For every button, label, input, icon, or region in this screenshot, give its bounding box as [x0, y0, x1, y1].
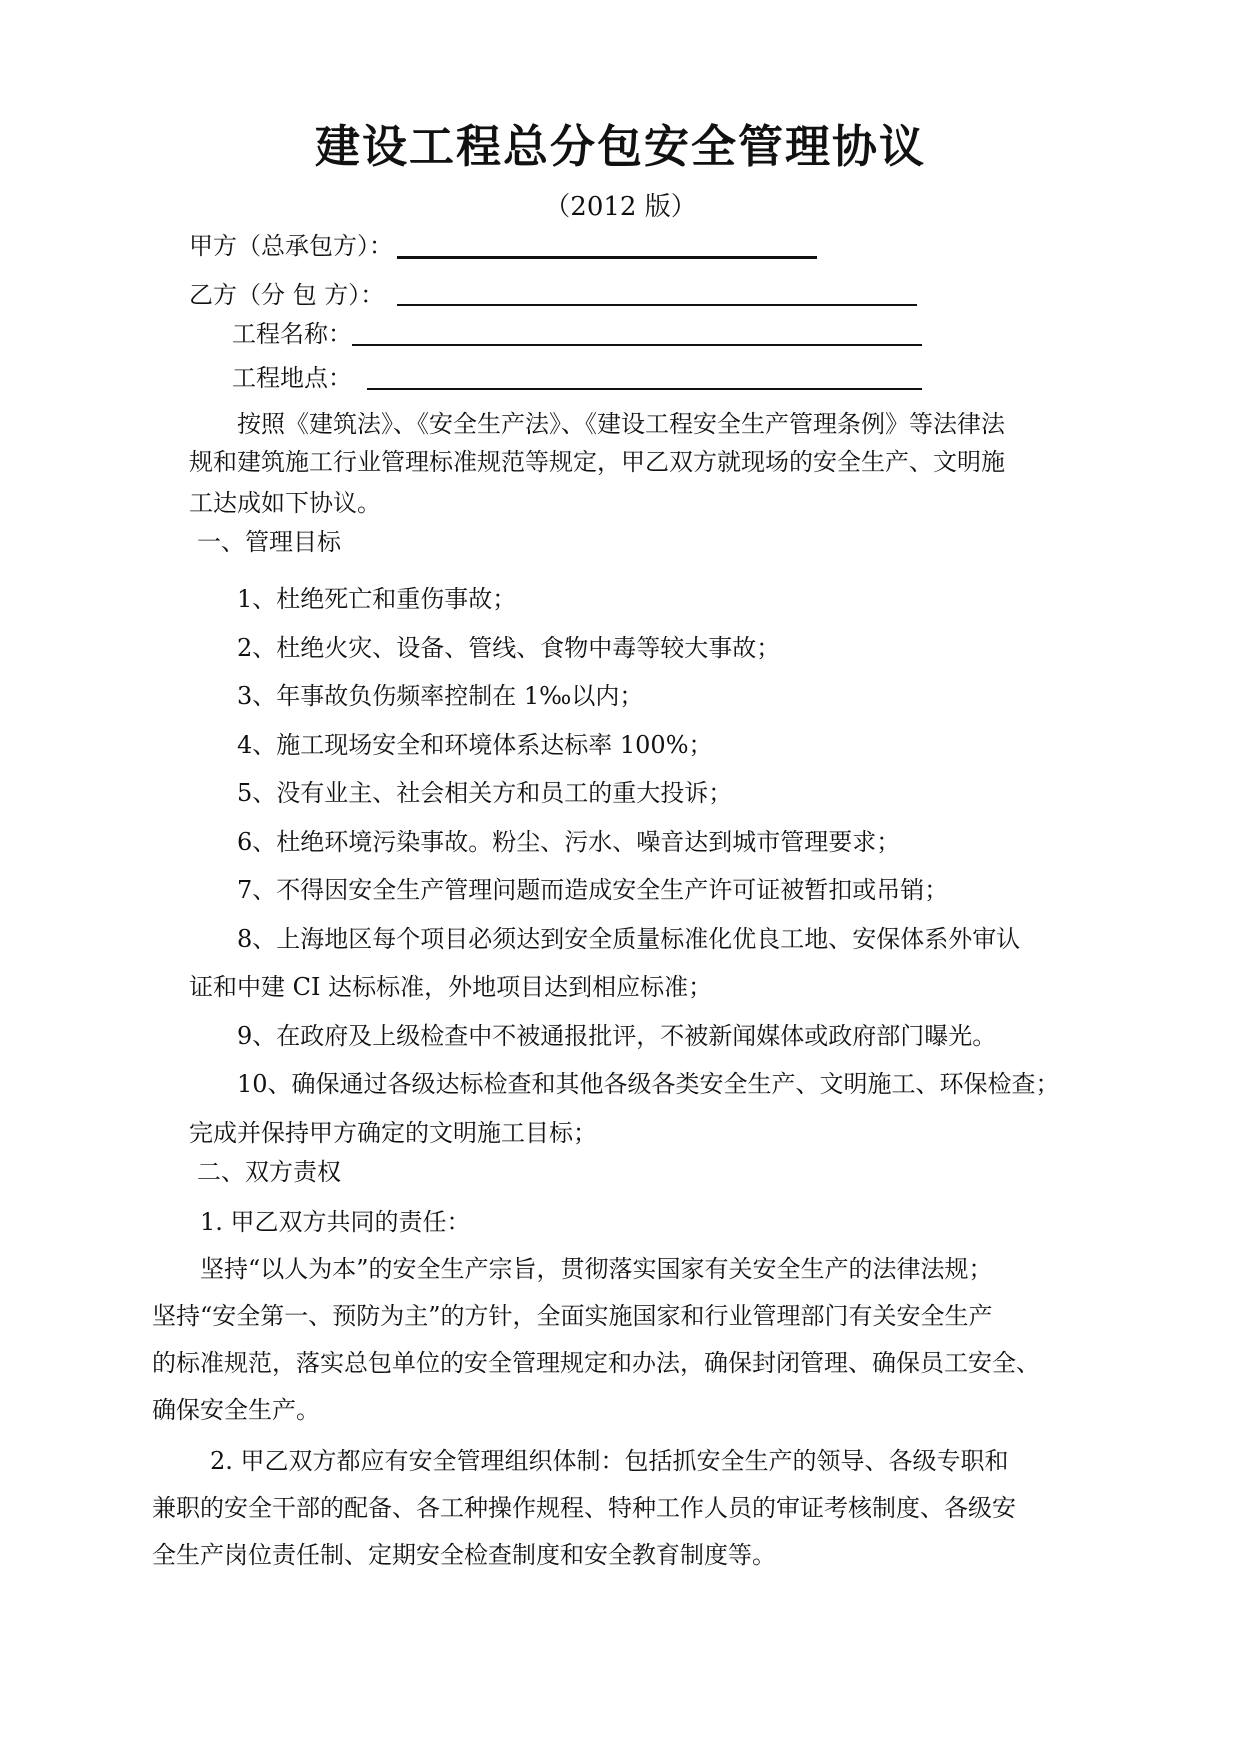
intro-line: 工达成如下协议。 — [189, 489, 381, 517]
intro-line: 规和建筑施工行业管理标准规范等规定，甲乙双方就现场的安全生产、文明施 — [189, 448, 1005, 476]
clause-line: 坚持“以人为本”的安全生产宗旨，贯彻落实国家有关安全生产的法律法规； — [200, 1255, 993, 1283]
document-title: 建设工程总分包安全管理协议 — [314, 120, 926, 173]
clause-line: 确保安全生产。 — [152, 1396, 320, 1424]
section-heading: 一、管理目标 — [197, 528, 341, 556]
goal-item-continuation: 完成并保持甲方确定的文明施工目标； — [189, 1119, 597, 1147]
clause-line: 的标准规范，落实总包单位的安全管理规定和办法，确保封闭管理、确保员工安全、 — [152, 1349, 1040, 1377]
goal-item: 3、年事故负伤频率控制在 1‰以内； — [237, 682, 644, 710]
party-a-blank[interactable] — [397, 256, 817, 259]
clause-line: 坚持“安全第一、预防为主”的方针，全面实施国家和行业管理部门有关安全生产 — [152, 1302, 993, 1330]
project-name-label: 工程名称： — [232, 320, 352, 348]
document-version: （2012 版） — [544, 192, 697, 222]
goal-item: 4、施工现场安全和环境体系达标率 100%； — [237, 731, 713, 759]
goal-item: 9、在政府及上级检查中不被通报批评，不被新闻媒体或政府部门曝光。 — [237, 1022, 997, 1050]
goal-item: 10、确保通过各级达标检查和其他各级各类安全生产、文明施工、环保检查； — [237, 1070, 1060, 1098]
goal-item: 2、杜绝火灾、设备、管线、食物中毒等较大事故； — [237, 634, 781, 662]
clause-line: 2. 甲乙双方都应有安全管理组织体制：包括抓安全生产的领导、各级专职和 — [210, 1447, 1009, 1475]
goal-item: 7、不得因安全生产管理问题而造成安全生产许可证被暂扣或吊销； — [237, 876, 949, 904]
party-a-label: 甲方（总承包方）： — [189, 232, 393, 260]
goal-item: 5、没有业主、社会相关方和员工的重大投诉； — [237, 779, 733, 807]
clause-line: 全生产岗位责任制、定期安全检查制度和安全教育制度等。 — [152, 1541, 776, 1569]
project-name-blank[interactable] — [352, 344, 922, 346]
section-heading: 二、双方责权 — [197, 1158, 341, 1186]
clause-heading: 1. 甲乙双方共同的责任： — [200, 1208, 471, 1236]
project-location-blank[interactable] — [367, 388, 922, 390]
party-b-label: 乙方（分 包 方）： — [189, 281, 385, 309]
goal-item: 6、杜绝环境污染事故。粉尘、污水、噪音达到城市管理要求； — [237, 828, 901, 856]
goal-item: 8、上海地区每个项目必须达到安全质量标准化优良工地、安保体系外审认 — [237, 925, 1021, 953]
goal-item-continuation: 证和中建 CI 达标标准，外地项目达到相应标准； — [189, 973, 713, 1001]
intro-line: 按照《建筑法》、《安全生产法》、《建设工程安全生产管理条例》等法律法 — [237, 410, 1005, 438]
party-b-blank[interactable] — [397, 304, 917, 306]
project-location-label: 工程地点： — [232, 364, 352, 392]
goal-item: 1、杜绝死亡和重伤事故； — [237, 585, 517, 613]
clause-line: 兼职的安全干部的配备、各工种操作规程、特种工作人员的审证考核制度、各级安 — [152, 1494, 1016, 1522]
